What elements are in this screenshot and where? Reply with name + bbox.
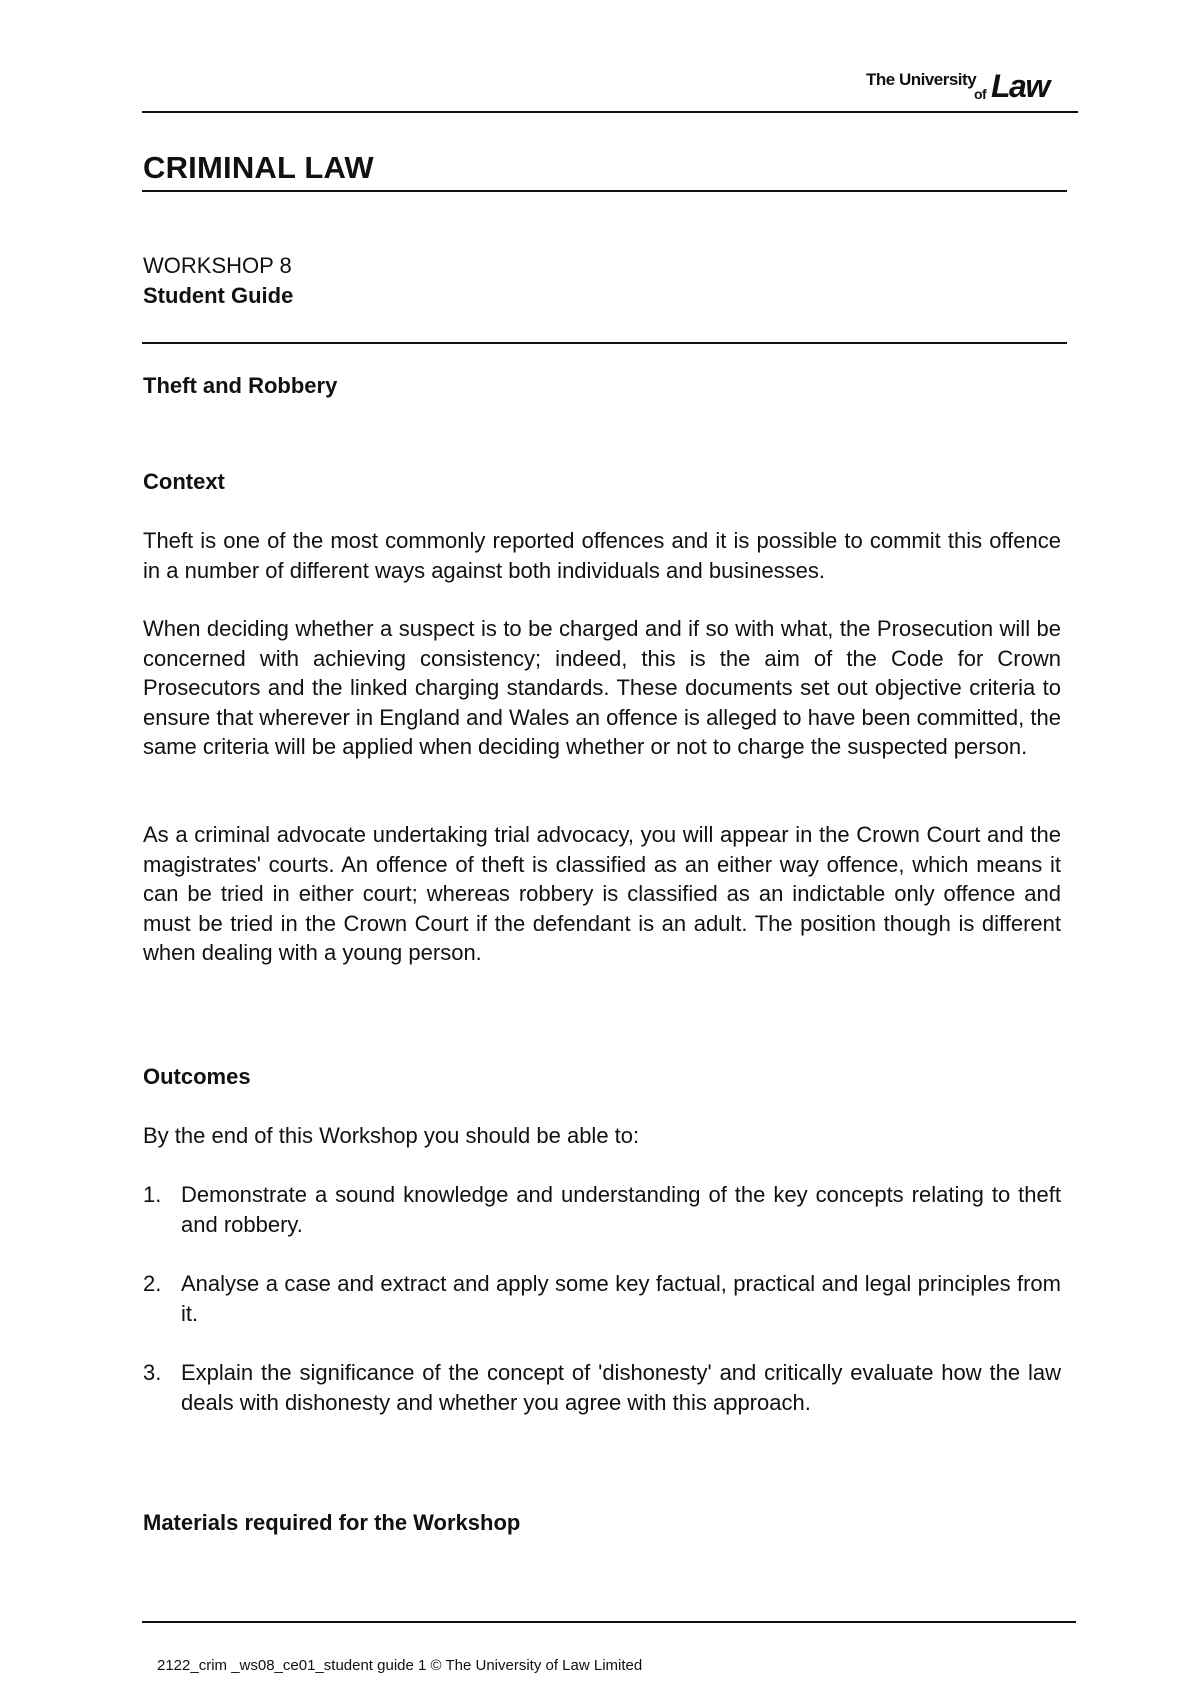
- guide-label: Student Guide: [143, 283, 294, 308]
- outcome-number: 2.: [143, 1271, 162, 1296]
- footer-rule: [142, 1621, 1076, 1623]
- outcome-number: 1.: [143, 1182, 162, 1207]
- outcome-item: [143, 1269, 1061, 1328]
- document-title: CRIMINAL LAW: [143, 150, 374, 185]
- title-rule: [142, 190, 1067, 192]
- outcomes-heading: Outcomes: [143, 1064, 251, 1089]
- university-logo: [866, 66, 1076, 106]
- outcome-item: [143, 1358, 1061, 1417]
- outcome-number: 3.: [143, 1360, 162, 1385]
- outcome-item: [143, 1180, 1061, 1239]
- context-paragraph-1: Theft is one of the most commonly reported offences and it is possible to commit this offence in a number of different ways against both individuals and businesses.: [143, 528, 1061, 583]
- outcome-text: Explain the significance of the concept of 'dishonesty' and critically evaluate how the law deals with dishonesty and whether you agree with this approach.: [181, 1360, 1061, 1415]
- logo-law: Law: [991, 68, 1049, 104]
- context-heading: Context: [143, 469, 225, 494]
- workshop-number: WORKSHOP 8: [143, 253, 292, 278]
- outcome-text: Analyse a case and extract and apply some key factual, practical and legal principles from it.: [181, 1271, 1061, 1326]
- header-rule: [142, 111, 1078, 113]
- logo-of: of: [974, 86, 987, 102]
- footer-text: 2122_crim _ws08_ce01_student guide 1 © The University of Law Limited: [157, 1657, 643, 1674]
- logo-the-university: The University: [866, 70, 977, 89]
- outcomes-intro: By the end of this Workshop you should be able to:: [143, 1123, 640, 1148]
- outcome-text: Demonstrate a sound knowledge and understanding of the key concepts relating to theft and robbery.: [181, 1182, 1061, 1237]
- context-paragraph-2: When deciding whether a suspect is to be charged and if so with what, the Prosecution will be concerned with achieving consistency; indeed, this is the aim of the Code for Crown Prosecutors and the linked charging standards. These documents set out objective criteria to ensure that wherever in England and Wales an offence is alleged to have been committed, the same criteria will be applied when deciding whether or not to charge the suspected person.: [143, 616, 1061, 759]
- materials-heading: Materials required for the Workshop: [143, 1510, 521, 1535]
- context-paragraph-3: As a criminal advocate undertaking trial advocacy, you will appear in the Crown Court and the magistrates' courts. An offence of theft is classified as an either way offence, which means it can be tried in either court; whereas robbery is classified as an indictable only offence and must be tried in the Crown Court if the defendant is an adult. The position though is different when dealing with a young person.: [143, 822, 1061, 965]
- subtitle-rule: [142, 342, 1067, 344]
- topic-heading: Theft and Robbery: [143, 373, 338, 398]
